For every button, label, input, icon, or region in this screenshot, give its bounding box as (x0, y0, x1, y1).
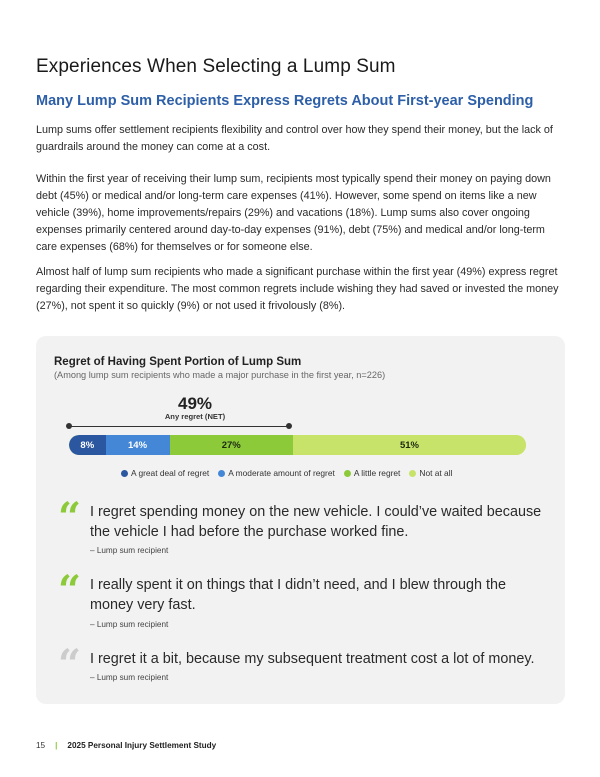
paragraph-spending: Within the first year of receiving their lump sum, recipients most typically spend their money on paying down debt (45%) or medical and/or long-term care expenses (41%). However, some spend on items like a new vehicle (39%), home improvements/repairs (29%) and vacations (18%). Lump sums also cover ongoing expenses primarily centered around day-to-day expenses (91%), debt (75%) and medical and/or long-term care expenses (68%) for themselves or for someone else. (36, 173, 551, 253)
quote-text-3: I regret it a bit, because my subsequent treatment cost a lot of money. (90, 651, 535, 667)
net-bracket-line (69, 426, 289, 427)
bar-label-little: 27% (221, 439, 241, 451)
legend-swatch-not-at-all (409, 470, 416, 477)
legend-swatch-great-deal (121, 470, 128, 477)
bar-segment-not-at-all (293, 435, 526, 455)
page-title: Experiences When Selecting a Lump Sum (36, 56, 396, 77)
page-footer (36, 741, 216, 750)
chart-title: Regret of Having Spent Portion of Lump Sum (54, 356, 302, 368)
quote-text-1: I regret spending money on the new vehicle. I could’ve waited because the vehicle I had before the purchase worked fine. (90, 504, 542, 540)
net-label: Any regret (NET) (164, 412, 226, 421)
legend-swatch-little (344, 470, 351, 477)
bar-segment-great-deal (69, 435, 106, 455)
legend-item-not-at-all (409, 468, 452, 478)
quote-mark-icon: “ (58, 494, 82, 541)
legend-label-little: A little regret (353, 468, 401, 478)
chart-legend (121, 468, 452, 478)
footer-separator: | (55, 741, 58, 750)
chart-card (36, 336, 565, 704)
legend-label-moderate: A moderate amount of regret (228, 468, 335, 478)
legend-label-great-deal: A great deal of regret (131, 468, 210, 478)
quote-attribution-1: – Lump sum recipient (90, 546, 169, 555)
legend-label-not-at-all: Not at all (419, 468, 453, 478)
page-number: 15 (36, 741, 46, 750)
footer-study-title: 2025 Personal Injury Settlement Study (67, 741, 217, 750)
quote-mark-icon: “ (58, 567, 82, 614)
net-value: 49% (177, 394, 213, 413)
quote-mark-icon: “ (58, 641, 82, 688)
chart-subtitle: (Among lump sum recipients who made a major purchase in the first year, n=226) (54, 370, 386, 380)
bar-label-great-deal: 8% (80, 439, 95, 451)
quote-text-2: I really spent it on things that I didn’t need, and I blew through the money very fast. (90, 577, 507, 613)
legend-item-little (344, 468, 401, 478)
section-subtitle: Many Lump Sum Recipients Express Regrets About First-year Spending (36, 93, 534, 109)
paragraph-intro: Lump sums offer settlement recipients flexibility and control over how they spend their money, but the lack of guardrails around the money can come at a cost. (36, 124, 553, 153)
stacked-bar (69, 435, 526, 455)
legend-item-great-deal (121, 468, 209, 478)
paragraph-regret: Almost half of lump sum recipients who made a significant purchase within the first year (49%) express regret regarding their expenditure. The most common regrets include wishing they had saved or invested the money (27%), not spent it so quickly (9%) or not used it frivolously (8%). (36, 266, 559, 312)
bar-segment-little (170, 435, 293, 455)
legend-swatch-moderate (218, 470, 225, 477)
quote-attribution-2: – Lump sum recipient (90, 620, 169, 629)
bar-label-moderate: 14% (128, 439, 148, 451)
quote-attribution-3: – Lump sum recipient (90, 673, 169, 682)
legend-item-moderate (218, 468, 335, 478)
bracket-end-dot (286, 423, 292, 429)
bar-segment-moderate (106, 435, 170, 455)
bar-label-not-at-all: 51% (399, 439, 419, 451)
